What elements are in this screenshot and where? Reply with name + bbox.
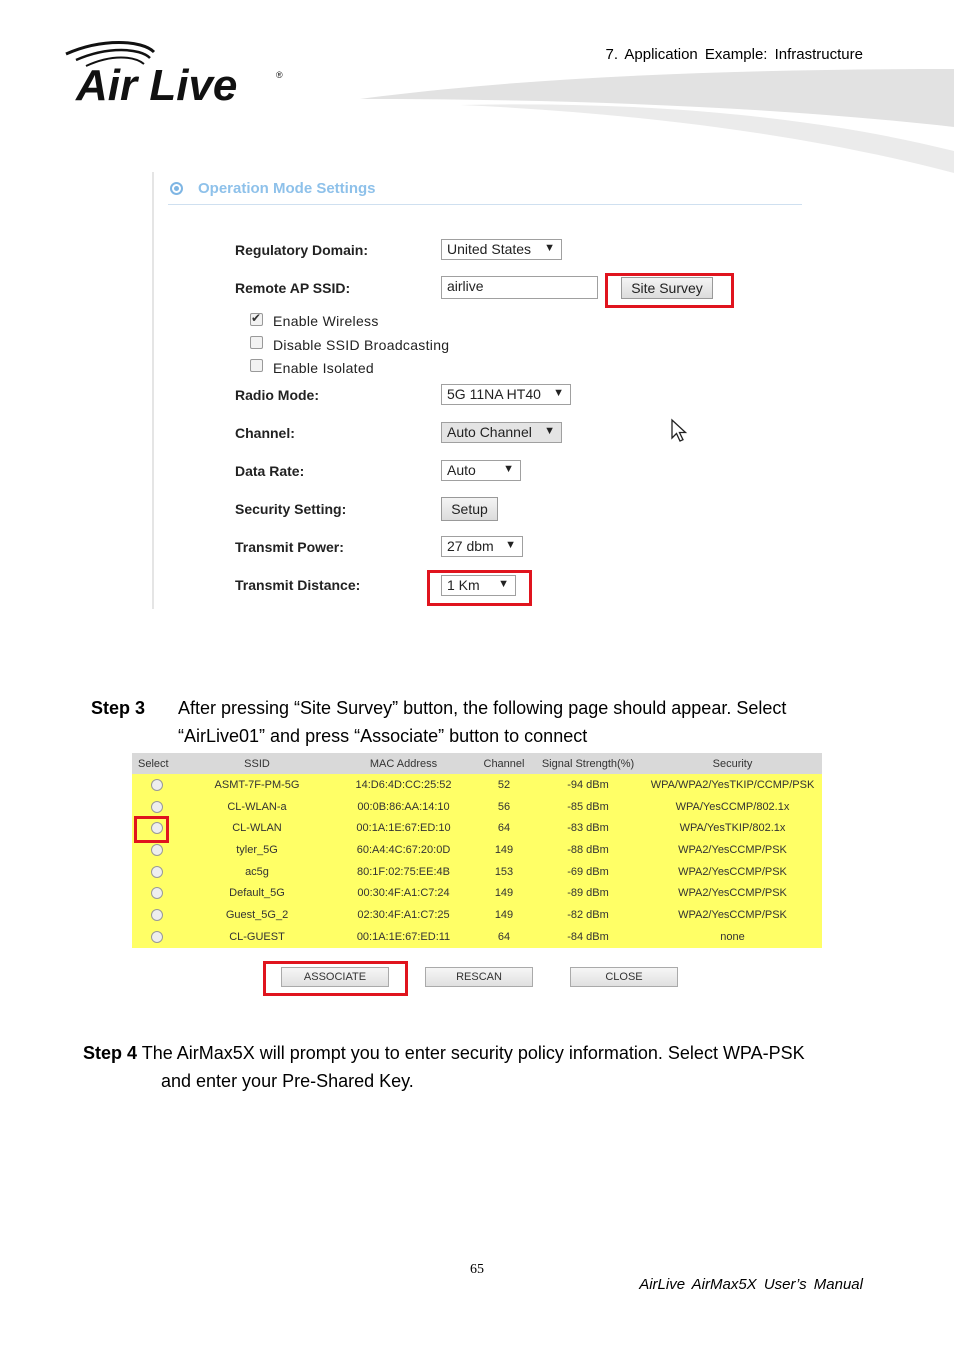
security-cell: WPA/WPA2/YesTKIP/CCMP/PSK	[643, 774, 822, 796]
page-number: 65	[470, 1262, 484, 1277]
data-rate-value: Auto	[447, 462, 476, 478]
step4-text-line2: and enter your Pre-Shared Key.	[161, 1071, 414, 1091]
mac-cell: 80:1F:02:75:EE:4B	[332, 861, 475, 883]
close-button[interactable]: CLOSE	[570, 967, 678, 987]
signal-cell: -82 dBm	[533, 904, 643, 926]
enable-wireless-checkbox[interactable]	[250, 313, 263, 326]
target-icon	[170, 182, 183, 195]
step4-text: The AirMax5X will prompt you to enter security policy information. Select WPA-PSK	[137, 1043, 805, 1063]
table-row	[132, 774, 822, 796]
select-radio[interactable]	[151, 801, 163, 813]
step3-text-line2: “AirLive01” and press “Associate” button to connect	[178, 726, 588, 746]
data-rate-label: Data Rate:	[235, 463, 305, 479]
channel-cell: 153	[475, 861, 533, 883]
remote-ap-ssid-input[interactable]	[441, 276, 598, 299]
table-header-row	[132, 753, 822, 774]
security-cell: WPA/YesTKIP/802.1x	[643, 817, 822, 839]
select-radio[interactable]	[151, 844, 163, 856]
ssid-cell: CL-GUEST	[182, 926, 332, 948]
enable-isolated-label: Enable Isolated	[273, 360, 375, 376]
security-cell: none	[643, 926, 822, 948]
signal-cell: -88 dBm	[533, 839, 643, 861]
highlight-box	[605, 273, 734, 308]
airlive-logo	[62, 40, 302, 110]
svg-text:®: ®	[276, 70, 283, 80]
select-radio[interactable]	[151, 866, 163, 878]
highlight-box	[263, 961, 408, 996]
remote-ap-ssid-value: airlive	[447, 278, 484, 294]
column-header: Signal Strength(%)	[533, 753, 643, 774]
security-cell: WPA2/YesCCMP/PSK	[643, 882, 822, 904]
step3-number: Step 3	[91, 698, 146, 718]
regulatory-domain-value: United States	[447, 241, 532, 257]
header-swoosh-decoration	[340, 65, 954, 180]
channel-cell: 149	[475, 904, 533, 926]
step4-text-line1	[83, 1039, 805, 1067]
rescan-button[interactable]: RESCAN	[425, 967, 533, 987]
channel-select[interactable]	[441, 422, 562, 443]
manual-title: AirLive AirMax5X User’s Manual	[639, 1276, 863, 1293]
table-row	[132, 817, 822, 839]
table-row	[132, 796, 822, 818]
highlight-box	[134, 816, 169, 843]
regulatory-domain-select[interactable]	[441, 239, 562, 260]
ssid-cell: CL-WLAN	[182, 817, 332, 839]
disable-ssid-broadcasting-checkbox[interactable]	[250, 336, 263, 349]
channel-cell: 64	[475, 817, 533, 839]
transmit-power-value: 27 dbm	[447, 538, 494, 554]
mac-cell: 60:A4:4C:67:20:0D	[332, 839, 475, 861]
panel-title: Operation Mode Settings	[198, 180, 376, 197]
security-setting-label: Security Setting:	[235, 501, 347, 517]
table-row	[132, 926, 822, 948]
mac-cell: 00:1A:1E:67:ED:11	[332, 926, 475, 948]
ssid-cell: ASMT-7F-PM-5G	[182, 774, 332, 796]
security-cell: WPA2/YesCCMP/PSK	[643, 904, 822, 926]
data-rate-select[interactable]	[441, 460, 521, 481]
associate-button[interactable]: ASSOCIATE	[281, 967, 389, 987]
site-survey-button[interactable]: Site Survey	[621, 277, 713, 299]
mac-cell: 00:0B:86:AA:14:10	[332, 796, 475, 818]
signal-cell: -84 dBm	[533, 926, 643, 948]
chapter-heading: 7. Application Example: Infrastructure	[605, 46, 863, 63]
mac-cell: 00:30:4F:A1:C7:24	[332, 882, 475, 904]
column-header: SSID	[182, 753, 332, 774]
channel-cell: 149	[475, 882, 533, 904]
panel-border	[152, 172, 154, 609]
ssid-cell: Default_5G	[182, 882, 332, 904]
ssid-cell: Guest_5G_2	[182, 904, 332, 926]
step4-number: Step 4	[83, 1043, 138, 1063]
security-cell: WPA/YesCCMP/802.1x	[643, 796, 822, 818]
remote-ap-ssid-label: Remote AP SSID:	[235, 280, 351, 296]
channel-label: Channel:	[235, 425, 295, 441]
mac-cell: 00:1A:1E:67:ED:10	[332, 817, 475, 839]
table-row	[132, 904, 822, 926]
security-setup-button[interactable]: Setup	[441, 497, 498, 521]
signal-cell: -85 dBm	[533, 796, 643, 818]
radio-mode-label: Radio Mode:	[235, 387, 319, 403]
panel-header	[168, 178, 802, 205]
channel-cell: 149	[475, 839, 533, 861]
column-header: Channel	[475, 753, 533, 774]
svg-text:Air Live: Air Live	[76, 61, 238, 110]
select-radio[interactable]	[151, 887, 163, 899]
highlight-box	[427, 570, 532, 606]
mouse-pointer-icon	[670, 418, 688, 444]
channel-cell: 64	[475, 926, 533, 948]
table-row	[132, 839, 822, 861]
channel-cell: 52	[475, 774, 533, 796]
signal-cell: -69 dBm	[533, 861, 643, 883]
select-radio[interactable]	[151, 779, 163, 791]
step3-text-line1: After pressing “Site Survey” button, the following page should appear. Select	[178, 698, 787, 718]
enable-isolated-checkbox[interactable]	[250, 359, 263, 372]
select-radio[interactable]	[151, 931, 163, 943]
transmit-distance-label: Transmit Distance:	[235, 577, 361, 593]
signal-cell: -89 dBm	[533, 882, 643, 904]
radio-mode-select[interactable]	[441, 384, 571, 405]
ssid-cell: ac5g	[182, 861, 332, 883]
mac-cell: 14:D6:4D:CC:25:52	[332, 774, 475, 796]
table-row	[132, 861, 822, 883]
security-cell: WPA2/YesCCMP/PSK	[643, 861, 822, 883]
select-radio[interactable]	[151, 909, 163, 921]
signal-cell: -83 dBm	[533, 817, 643, 839]
column-header: Security	[643, 753, 822, 774]
channel-value: Auto Channel	[447, 424, 532, 440]
table-row	[132, 882, 822, 904]
mac-cell: 02:30:4F:A1:C7:25	[332, 904, 475, 926]
signal-cell: -94 dBm	[533, 774, 643, 796]
site-survey-table	[132, 753, 822, 948]
ssid-cell: CL-WLAN-a	[182, 796, 332, 818]
column-header: Select	[132, 753, 182, 774]
transmit-power-select[interactable]	[441, 536, 523, 557]
regulatory-domain-label: Regulatory Domain:	[235, 242, 369, 258]
security-cell: WPA2/YesCCMP/PSK	[643, 839, 822, 861]
channel-cell: 56	[475, 796, 533, 818]
column-header: MAC Address	[332, 753, 475, 774]
transmit-power-label: Transmit Power:	[235, 539, 344, 555]
transmit-distance-value: 1 Km	[447, 577, 480, 593]
enable-wireless-label: Enable Wireless	[273, 313, 379, 329]
radio-mode-value: 5G 11NA HT40	[447, 386, 541, 402]
ssid-cell: tyler_5G	[182, 839, 332, 861]
disable-ssid-broadcasting-label: Disable SSID Broadcasting	[273, 337, 450, 353]
